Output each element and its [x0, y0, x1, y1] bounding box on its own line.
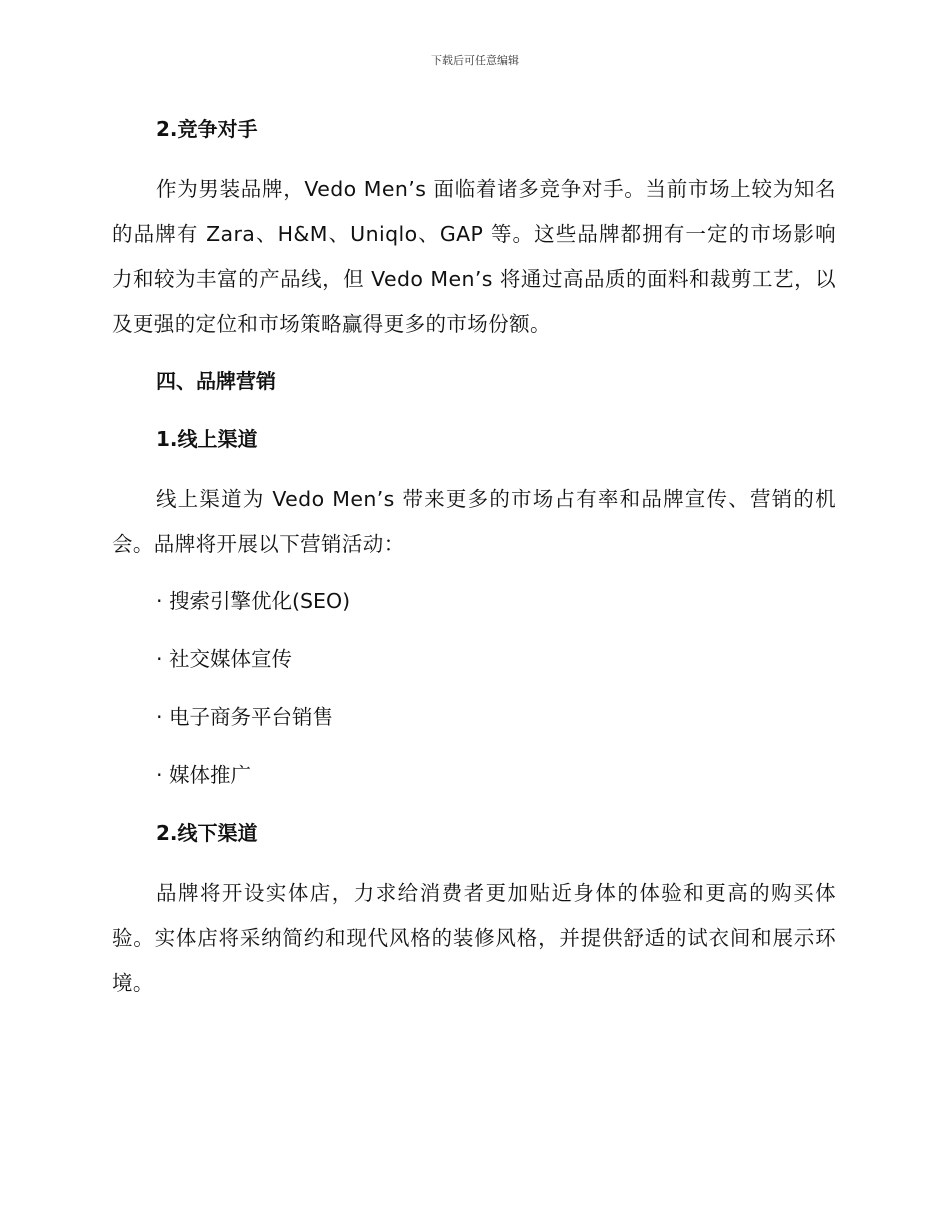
list-item-media-promotion: · 媒体推广 [156, 763, 252, 787]
paragraph-competitors: 作为男装品牌，Vedo Men’s 面临着诸多竞争对手。当前市场上较为知名的品牌有 Zara、H&M、Uniqlo、GAP 等。这些品牌都拥有一定的市场影响力和较为丰富的产品线，但 Vedo Men’s 将通过高品质的面料和裁剪工艺，以及更强的定位和市场策略赢得更多的市场份额。 [112, 177, 836, 336]
list-item-ecommerce: · 电子商务平台销售 [156, 705, 334, 729]
list-item-social-media: · 社交媒体宣传 [156, 647, 293, 671]
list-item-seo: · 搜索引擎优化(SEO) [156, 589, 351, 613]
paragraph-offline-channels: 品牌将开设实体店，力求给消费者更加贴近身体的体验和更高的购买体验。实体店将采纳简约和现代风格的装修风格，并提供舒适的试衣间和展示环境。 [112, 881, 836, 995]
section-heading-competitors: 2.竞争对手 [156, 117, 258, 141]
section-heading-offline-channels: 2.线下渠道 [156, 821, 258, 845]
document-content [112, 109, 836, 1020]
section-heading-brand-marketing: 四、品牌营销 [156, 369, 276, 393]
section-heading-online-channels: 1.线上渠道 [156, 427, 258, 451]
paragraph-online-channels: 线上渠道为 Vedo Men’s 带来更多的市场占有率和品牌宣传、营销的机会。品牌将开展以下营销活动： [112, 487, 836, 556]
header-note: 下载后可任意编辑 [431, 54, 519, 67]
